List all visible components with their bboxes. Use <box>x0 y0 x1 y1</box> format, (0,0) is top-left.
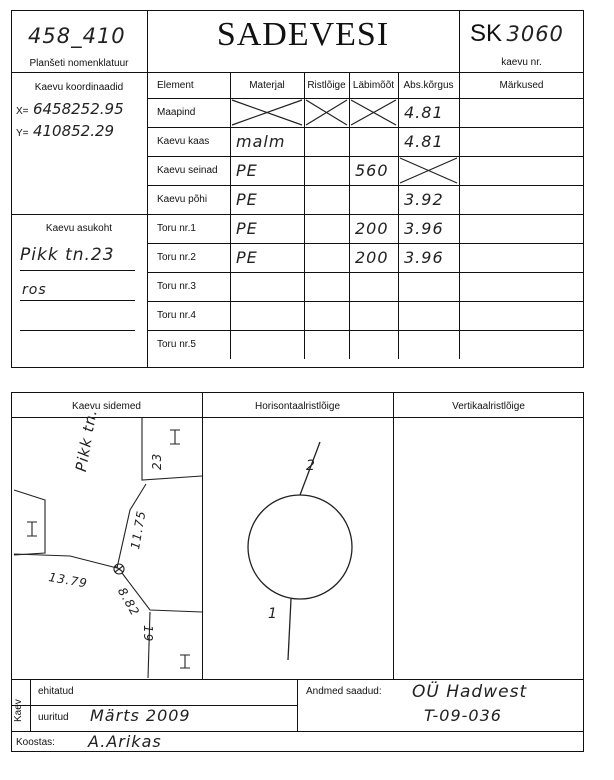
table-header-cell: Abs.kõrgus <box>403 79 454 91</box>
pipe-2-label: 2 <box>306 458 316 474</box>
table-row-element: Toru nr.1 <box>157 223 196 234</box>
well-number-label: kaevu nr. <box>501 57 542 68</box>
surveyed-value: Märts 2009 <box>90 706 191 725</box>
table-cell-abs: 3.96 <box>404 219 444 238</box>
data-source-label: Andmed saadud: <box>306 686 382 697</box>
coordinate-y-value: 410852.29 <box>32 122 115 140</box>
section-horizontal: Horisontaalristlõige <box>254 401 341 412</box>
table-row-element: Kaevu seinad <box>157 165 218 176</box>
table-row-element: Toru nr.4 <box>157 310 196 321</box>
footer-mid-divider <box>297 679 298 731</box>
table-row-element: Kaevu kaas <box>157 136 210 147</box>
building-23-marker <box>170 430 180 444</box>
sheet-number-value: 458_410 <box>28 24 126 48</box>
sheet-number-label: Planšeti nomenklatuur <box>29 58 129 69</box>
table-cell-materjal: PE <box>236 161 258 180</box>
road-line-2 <box>14 554 117 568</box>
table-header-cell: Materjal <box>249 79 285 91</box>
coordinates-label: Kaevu koordinaadid <box>34 82 124 93</box>
section-connections: Kaevu sidemed <box>72 401 141 412</box>
distance-2: 13.79 <box>47 570 89 591</box>
table-row-element: Toru nr.5 <box>157 339 196 350</box>
kaev-label: Kaev <box>13 699 24 722</box>
street-name: Pikk tn. <box>72 407 101 474</box>
building-23-outline <box>142 418 202 480</box>
table-header-cell: Ristlõige <box>307 79 346 91</box>
table-cell-abs: 4.81 <box>404 103 444 122</box>
table-row-element: Toru nr.2 <box>157 252 196 263</box>
table-cell-abs: 3.92 <box>404 190 444 209</box>
surveyed-label: uuritud <box>38 712 69 723</box>
table-row-element: Toru nr.3 <box>157 281 196 292</box>
section-vertical: Vertikaalristlõige <box>452 401 525 412</box>
location-line-1: Pikk tn.23 <box>20 245 115 265</box>
data-source-value-2: T-09-036 <box>424 706 502 725</box>
location-label: Kaevu asukoht <box>45 223 113 234</box>
table-cell-materjal: PE <box>236 219 258 238</box>
table-cell-labimoot: 200 <box>355 248 389 267</box>
distance-1: 11.75 <box>128 509 149 551</box>
building-left-marker <box>27 522 37 536</box>
table-cell-labimoot: 560 <box>355 161 389 180</box>
table-cell-abs: 3.96 <box>404 248 444 267</box>
table-cell-materjal: malm <box>236 132 286 151</box>
table-header-cell: Märkused <box>499 79 544 91</box>
well-prefix: SK <box>470 20 503 47</box>
pipe-1-label: 1 <box>268 606 278 622</box>
table-cell-materjal: PE <box>236 190 258 209</box>
compiled-value: A.Arikas <box>88 732 162 751</box>
coordinate-x-value: 6458252.95 <box>32 100 124 118</box>
coordinate-y-prefix: Y= <box>16 128 29 139</box>
table-cell-materjal: PE <box>236 248 258 267</box>
built-label: ehitatud <box>38 686 74 697</box>
table-header-cell: Element <box>157 79 194 91</box>
building-19-outline <box>148 612 150 678</box>
table-cell-abs: 4.81 <box>404 132 444 151</box>
location-line-2: ros <box>22 282 47 298</box>
table-row-element: Maapind <box>157 107 196 118</box>
well-number-value: 3060 <box>506 22 564 46</box>
distance-3: 8.82 <box>114 585 143 619</box>
house-23-label: 23 <box>150 452 164 470</box>
compiled-label: Koostas: <box>16 737 55 748</box>
table-row-element: Kaevu põhi <box>157 194 208 205</box>
house-19-label: 19 <box>141 625 155 643</box>
table-header-cell: Läbimõõt <box>352 79 395 91</box>
footer-kaev-divider <box>30 679 31 731</box>
data-source-value-1: OÜ Hadwest <box>412 682 528 702</box>
coordinate-x-prefix: X= <box>16 106 29 117</box>
well-cross-section <box>248 495 352 599</box>
pipe-1-line <box>288 599 291 660</box>
building-19-marker <box>180 655 190 668</box>
page-title: SADEVESI <box>216 16 390 53</box>
table-cell-labimoot: 200 <box>355 219 389 238</box>
